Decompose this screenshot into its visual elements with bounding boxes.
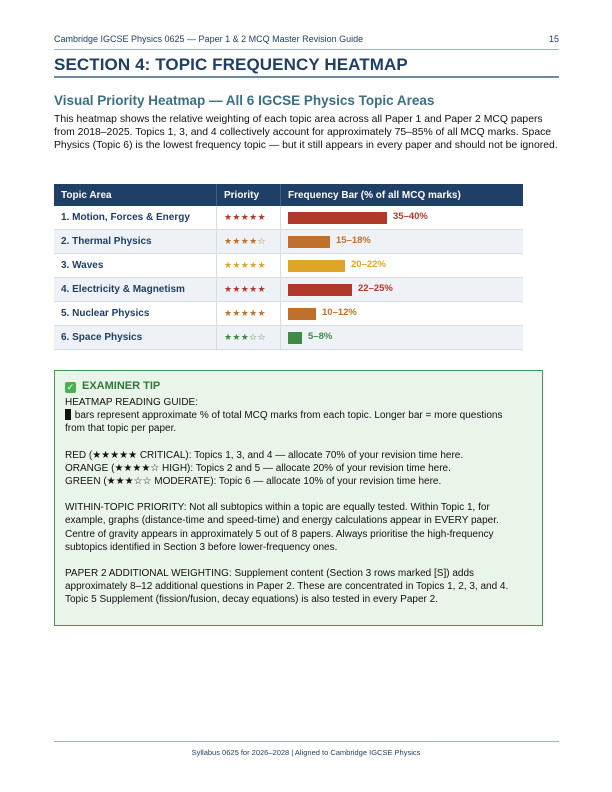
- priority-stars: ★★★★★: [217, 302, 281, 326]
- priority-stars: ★★★★★: [217, 278, 281, 302]
- topic-name: 2. Thermal Physics: [54, 230, 217, 254]
- frequency-label: 5–8%: [308, 331, 333, 342]
- frequency-bar: [288, 332, 302, 344]
- table-row: [54, 230, 523, 254]
- page-footer: Syllabus 0625 for 2026–2028 | Aligned to Cambridge IGCSE Physics: [191, 748, 421, 757]
- column-header-frequency: Frequency Bar (% of all MCQ marks): [281, 184, 524, 206]
- header-divider: [54, 49, 559, 50]
- guide-title: HEATMAP READING GUIDE:: [65, 397, 198, 408]
- legend-orange: ORANGE (★★★★☆ HIGH): Topics 2 and 5 — allocate 20% of your revision time here.: [65, 462, 451, 474]
- within-topic-paragraph: WITHIN-TOPIC PRIORITY: Not all subtopics within a topic are equally tested. Within Topic 1, for example, graphs (distance-time and speed-time) and energy calculations appear in EVERY paper. Centre of gravity appears in approximately 5 out of 8 papers. Always prioritise the high-frequency subtopics identified in Section 3 before lower-frequency ones.: [65, 502, 499, 553]
- heatmap-subtitle: Visual Priority Heatmap — All 6 IGCSE Physics Topic Areas: [54, 93, 435, 108]
- legend-red: RED (★★★★★ CRITICAL): Topics 1, 3, and 4 — allocate 70% of your revision time here.: [65, 449, 464, 461]
- intro-paragraph: This heatmap shows the relative weighting of each topic area across all Paper 1 and Paper 2 MCQ papers from 2018–2025. Topics 1, 3, and 4 collectively account for approximately 75–85% of all MCQ marks. Space Physics (Topic 6) is the lowest frequency topic — but it still appears in every paper and should not be ignored.: [54, 114, 558, 152]
- topic-name: 3. Waves: [54, 254, 217, 278]
- table-row: [54, 326, 523, 350]
- table-row: [54, 254, 523, 278]
- legend-green: GREEN (★★★☆☆ MODERATE): Topic 6 — allocate 10% of your revision time here.: [65, 476, 442, 488]
- frequency-bar: [288, 260, 345, 272]
- frequency-bar: [288, 236, 330, 248]
- frequency-bar: [288, 212, 387, 224]
- page-number: 15: [548, 34, 559, 44]
- frequency-cell: [281, 302, 524, 326]
- frequency-cell: [281, 278, 524, 302]
- section-divider: [54, 76, 559, 78]
- tip-heading-text: EXAMINER TIP: [82, 380, 161, 392]
- frequency-label: 20–22%: [351, 259, 386, 270]
- guide-paragraph: [65, 396, 515, 436]
- frequency-cell: [281, 326, 524, 350]
- priority-stars: ★★★★☆: [217, 230, 281, 254]
- guide-text: bars represent approximate % of total MCQ marks from each topic. Longer bar = more questions from that topic per paper.: [65, 410, 503, 435]
- priority-stars: ★★★★★: [217, 206, 281, 230]
- bar-block-icon: [65, 409, 71, 420]
- frequency-bar: [288, 284, 352, 296]
- priority-stars: ★★★★★: [217, 254, 281, 278]
- header-title: Cambridge IGCSE Physics 0625 — Paper 1 & 2 MCQ Master Revision Guide: [54, 34, 364, 44]
- paper2-paragraph: PAPER 2 ADDITIONAL WEIGHTING: Supplement content (Section 3 rows marked [S]) adds approximately 8–12 additional questions in Paper 2. These are concentrated in Topics 1, 2, 3, and 4. Topic 5 Supplement (fission/fusion, decay equations) is also tested in every Paper 2.: [65, 568, 509, 606]
- column-header-priority: Priority: [217, 184, 281, 206]
- topic-heatmap-table: [54, 184, 523, 350]
- priority-stars: ★★★☆☆: [217, 326, 281, 350]
- section-title: SECTION 4: TOPIC FREQUENCY HEATMAP: [54, 55, 408, 74]
- topic-name: 4. Electricity & Magnetism: [54, 278, 217, 302]
- frequency-cell: [281, 254, 524, 278]
- priority-legend: [65, 449, 515, 489]
- table-header-row: [54, 184, 523, 206]
- frequency-label: 35–40%: [393, 211, 428, 222]
- footer-divider: [54, 741, 559, 742]
- table-row: [54, 278, 523, 302]
- table-row: [54, 302, 523, 326]
- topic-name: 1. Motion, Forces & Energy: [54, 206, 217, 230]
- tip-body: [65, 396, 515, 620]
- table-row: [54, 206, 523, 230]
- frequency-bar: [288, 308, 316, 320]
- frequency-label: 15–18%: [336, 235, 371, 246]
- examiner-tip-box: [54, 370, 543, 626]
- frequency-label: 10–12%: [322, 307, 357, 318]
- frequency-cell: [281, 230, 524, 254]
- checkmark-icon: ✓: [66, 382, 75, 392]
- topic-name: 6. Space Physics: [54, 326, 217, 350]
- running-header: [54, 34, 559, 50]
- frequency-cell: [281, 206, 524, 230]
- column-header-topic: Topic Area: [54, 184, 217, 206]
- topic-name: 5. Nuclear Physics: [54, 302, 217, 326]
- frequency-label: 22–25%: [358, 283, 393, 294]
- tip-heading: [65, 380, 160, 393]
